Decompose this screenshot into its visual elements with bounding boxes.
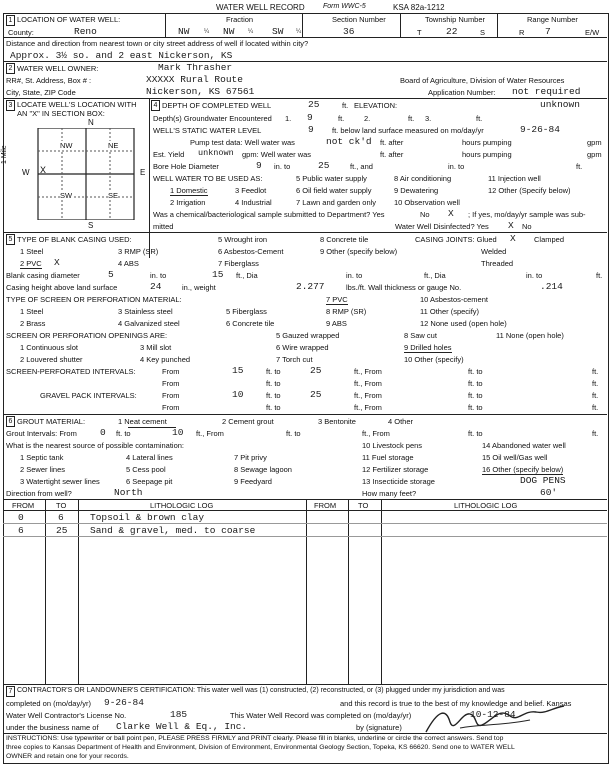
joints-clamped[interactable]: Clamped	[534, 235, 565, 244]
casing-asbestos[interactable]: 6 Asbestos-Cement	[218, 247, 284, 256]
screen-stainless[interactable]: 3 Stainless steel	[118, 307, 173, 316]
gpi-ft-to-4: ft. to	[468, 403, 483, 412]
static-level[interactable]: 9	[308, 124, 314, 135]
log-row-2-desc[interactable]: Sand & gravel, med. to coarse	[90, 525, 256, 536]
quarter-mark-3: ¼	[296, 29, 302, 35]
casing-diameter[interactable]: 5	[108, 269, 114, 280]
use-oil-field[interactable]: 6 Oil field water supply	[296, 186, 372, 195]
section-6-number: 6	[6, 416, 15, 427]
use-injection[interactable]: 11 Injection well	[488, 174, 541, 183]
casing-pvc[interactable]: 2 PVC	[20, 259, 42, 268]
log-row-1-to[interactable]: 6	[58, 512, 64, 523]
gpi-from-label: From	[162, 391, 180, 400]
instructions-line-3: OWNER and retain one for your records.	[6, 753, 129, 760]
casing-in-to-2: in. to	[346, 271, 363, 280]
fraction-3[interactable]: SW	[272, 26, 284, 37]
section-7-number: 7	[6, 686, 15, 697]
gw-3-ft: ft.	[476, 114, 483, 123]
gpi-ft-to: ft. to	[266, 391, 281, 400]
business-label: under the business name of	[6, 723, 99, 732]
opening-wire[interactable]: 6 Wire wrapped	[276, 343, 329, 352]
spi-ft-to-3: ft. to	[266, 379, 281, 388]
ksa-reference: KSA 82a-1212	[393, 3, 445, 12]
address-label: RR#, St. Address, Box # :	[6, 76, 92, 85]
certification-text: CONTRACTOR'S OR LANDOWNER'S CERTIFICATION: This water well was (1) constructed, (2) reconstructed, or (3) plugged under my jurisdiction and was	[17, 687, 505, 694]
spi-ft-to-2: ft. to	[468, 367, 483, 376]
grout-ft-to: ft. to	[116, 429, 131, 438]
spi-ft-to-4: ft. to	[468, 379, 483, 388]
grout-cement[interactable]: 2 Cement grout	[222, 417, 274, 426]
screen-fiberglass[interactable]: 5 Fiberglass	[226, 307, 267, 316]
use-observation[interactable]: 10 Observation well	[394, 198, 460, 207]
gw-3-number: 3.	[425, 114, 432, 123]
chem-mitted: mitted	[153, 222, 174, 231]
grout-ft-to-2: ft. to	[286, 429, 301, 438]
depth-ft: ft.	[342, 101, 349, 110]
static-after: ft. below land surface measured on mo/day/yr	[332, 126, 484, 135]
owner-address[interactable]: XXXXX Rural Route	[146, 74, 243, 85]
quarter-mark-1: ¼	[204, 29, 210, 35]
src-feedyard[interactable]: 9 Feedyard	[234, 477, 272, 486]
board-label: Board of Agriculture, Division of Water Resources	[400, 76, 565, 85]
openings-label: SCREEN OR PERFORATION OPENINGS ARE:	[6, 331, 168, 340]
gw-2-ft: ft.	[408, 114, 415, 123]
static-level-label: WELL'S STATIC WATER LEVEL	[153, 126, 262, 135]
screen-concrete[interactable]: 6 Concrete tile	[226, 319, 275, 328]
completed-label: completed on (mo/day/yr)	[6, 699, 92, 708]
compass-w: W	[22, 168, 30, 177]
joints-welded[interactable]: Welded	[481, 247, 507, 256]
disinfected-no[interactable]: No	[522, 222, 532, 231]
grout-ft: ft.	[592, 429, 599, 438]
casing-steel[interactable]: 1 Steel	[20, 247, 44, 256]
license-number[interactable]: 185	[170, 709, 188, 720]
log-row-1-from[interactable]: 0	[18, 512, 24, 523]
casing-ft-dia-2: ft., Dia	[424, 271, 446, 280]
signature-image[interactable]	[420, 702, 570, 736]
township-number[interactable]: 22	[446, 26, 458, 37]
src-watertight[interactable]: 3 Watertight sewer lines	[20, 477, 100, 486]
license-label: Water Well Contractor's License No.	[6, 711, 127, 720]
form-number: Form WWC-5	[323, 3, 366, 10]
application-label: Application Number:	[428, 88, 496, 97]
record-completed-date[interactable]: 10-12-84	[470, 709, 516, 720]
spi-from-label: From	[162, 367, 180, 376]
src-sewer[interactable]: 2 Sewer lines	[20, 465, 66, 474]
casing-rmp[interactable]: 3 RMP (SR)	[118, 247, 159, 256]
locate-label-2: AN "X" IN SECTION BOX:	[17, 109, 105, 118]
gpi-ft-to-2: ft. to	[468, 391, 483, 400]
fraction-1[interactable]: NW	[178, 26, 190, 37]
fraction-2[interactable]: NW	[223, 26, 235, 37]
range-label: Range Number	[527, 15, 578, 24]
grout-ft-to-3: ft. to	[468, 429, 483, 438]
log-to-header: TO	[56, 501, 67, 510]
bore-diameter[interactable]: 9	[256, 160, 262, 171]
src-seepage[interactable]: 6 Seepage pit	[126, 477, 173, 486]
quadrant-nw: NW	[60, 141, 73, 150]
pump-test-value[interactable]: not ck'd	[326, 136, 372, 147]
location-label: LOCATION OF WATER WELL:	[17, 15, 121, 24]
spi-ft: ft.	[592, 367, 599, 376]
section-box[interactable]	[30, 128, 140, 220]
src-septic[interactable]: 1 Septic tank	[20, 453, 64, 462]
chem-no[interactable]: No	[420, 210, 430, 219]
casing-in-to-3: in. to	[526, 271, 543, 280]
spi-ft-2: ft.	[592, 379, 599, 388]
mile-label: 1 Mile	[1, 145, 8, 164]
gpi-ft-from: ft., From	[354, 391, 382, 400]
screen-steel[interactable]: 1 Steel	[20, 307, 44, 316]
gw-2-number: 2.	[364, 114, 371, 123]
use-dewatering[interactable]: 9 Dewatering	[394, 186, 439, 195]
yield-hours: hours pumping	[462, 150, 512, 159]
spi-from-label-2: From	[162, 379, 180, 388]
casing-ft-dia: ft., Dia	[236, 271, 258, 280]
quarter-mark-2: ¼	[248, 29, 254, 35]
compass-n: N	[88, 118, 94, 127]
src-fuel[interactable]: 11 Fuel storage	[362, 453, 414, 462]
src-abandoned-well[interactable]: 14 Abandoned water well	[482, 441, 566, 450]
joints-threaded[interactable]: Threaded	[481, 259, 514, 268]
well-location-mark[interactable]: X	[40, 166, 47, 177]
bore-depth[interactable]: 25	[318, 160, 330, 171]
screen-abs[interactable]: 9 ABS	[326, 319, 347, 328]
section-3-number: 3	[6, 100, 15, 111]
screen-asbestos[interactable]: 10 Asbestos-cement	[420, 295, 488, 304]
screen-material-label: TYPE OF SCREEN OR PERFORATION MATERIAL:	[6, 295, 182, 304]
pump-hours: hours pumping	[462, 138, 512, 147]
grout-ft-from: ft., From	[196, 429, 224, 438]
screen-intervals-label: SCREEN-PERFORATED INTERVALS:	[6, 367, 136, 376]
owner-label: WATER WELL OWNER:	[17, 64, 99, 73]
grout-intervals-label: Grout Intervals: From	[6, 429, 77, 438]
section-5-number: 5	[6, 234, 15, 245]
owner-name[interactable]: Mark Thrasher	[158, 62, 233, 73]
distance-value[interactable]: Approx. 3½ so. and 2 east Nickerson, KS	[10, 50, 233, 61]
gpi-ft-to-3: ft. to	[266, 403, 281, 412]
log-from-header: FROM	[12, 501, 35, 510]
casing-weight[interactable]: 2.277	[296, 281, 325, 292]
screen-none[interactable]: 12 None used (open hole)	[420, 319, 507, 328]
opening-none[interactable]: 11 None (open hole)	[496, 331, 564, 340]
locate-label-1: LOCATE WELL'S LOCATION WITH	[17, 100, 137, 109]
section-number[interactable]: 36	[343, 26, 355, 37]
quadrant-se: SE	[108, 191, 119, 200]
use-public[interactable]: 5 Public water supply	[296, 174, 367, 183]
grout-other[interactable]: 4 Other	[388, 417, 414, 426]
src-livestock[interactable]: 10 Livestock pens	[362, 441, 423, 450]
use-feedlot[interactable]: 3 Feedlot	[235, 186, 267, 195]
range-direction: E/W	[585, 28, 600, 37]
log-row-2-to[interactable]: 25	[56, 525, 68, 536]
grout-neat-cement[interactable]: 1 Neat cement	[118, 417, 167, 426]
grout-bentonite[interactable]: 3 Bentonite	[318, 417, 356, 426]
casing-weight-label: in., weight	[182, 283, 216, 292]
log-to-header-2: TO	[358, 501, 369, 510]
section-1-number: 1	[6, 15, 15, 26]
opening-mill-slot[interactable]: 3 Mill slot	[140, 343, 172, 352]
spi-ft-from-2: ft., From	[354, 379, 382, 388]
bore-in-to-2: in. to	[448, 162, 465, 171]
src-other-value[interactable]: DOG PENS	[520, 475, 566, 486]
gw-1-number: 1.	[285, 114, 292, 123]
spi-from[interactable]: 15	[232, 365, 244, 376]
gpi-from[interactable]: 10	[232, 389, 244, 400]
application-number[interactable]: not required	[512, 86, 581, 97]
use-label: WELL WATER TO BE USED AS:	[153, 174, 263, 183]
yield-value[interactable]: unknown	[198, 148, 234, 158]
src-oil-gas[interactable]: 15 Oil well/Gas well	[482, 453, 548, 462]
use-domestic[interactable]: 1 Domestic	[170, 186, 208, 195]
casing-lbs-label: lbs./ft. Wall thickness or gauge No.	[346, 283, 462, 292]
bore-ft: ft.	[576, 162, 583, 171]
chem-no-mark[interactable]: X	[448, 208, 454, 219]
bore-and: ft., and	[350, 162, 373, 171]
gw-1-ft: ft.	[338, 114, 345, 123]
bore-label: Bore Hole Diameter	[153, 162, 219, 171]
yield-unit: gpm: Well water was	[242, 150, 312, 159]
yield-gpm: gpm	[587, 150, 602, 159]
form-title: WATER WELL RECORD	[216, 3, 305, 12]
casing-abs[interactable]: 4 ABS	[118, 259, 139, 268]
section-4-number: 4	[151, 100, 160, 111]
screen-pvc[interactable]: 7 PVC	[326, 295, 348, 304]
screen-other[interactable]: 11 Other (specify)	[420, 307, 480, 316]
feet-label: How many feet?	[362, 489, 417, 498]
compass-s: S	[88, 221, 94, 230]
contamination-label: What is the nearest source of possible contamination:	[6, 441, 185, 450]
bore-in-to: in. to	[274, 162, 291, 171]
township-s: S	[480, 28, 486, 37]
disinfected-label: Water Well Disinfected? Yes	[395, 222, 489, 231]
record-completed-label: This Water Well Record was completed on (mo/day/yr)	[230, 711, 412, 720]
log-litho-header-2: LITHOLOGIC LOG	[454, 501, 518, 510]
elevation-value[interactable]: unknown	[540, 99, 580, 110]
screen-galvanized[interactable]: 4 Galvanized steel	[118, 319, 180, 328]
opening-other[interactable]: 10 Other (specify)	[404, 355, 464, 364]
spi-ft-from: ft., From	[354, 367, 382, 376]
grout-to[interactable]: 10	[172, 427, 184, 438]
distance-label: Distance and direction from nearest town or city street address of well if located within city?	[6, 39, 309, 48]
gpi-from-label-2: From	[162, 403, 180, 412]
log-from-header-2: FROM	[314, 501, 337, 510]
chem-tail: ; If yes, mo/day/yr sample was sub-	[468, 210, 586, 219]
owner-city[interactable]: Nickerson, KS 67561	[146, 86, 255, 97]
county-label: County:	[8, 28, 34, 37]
screen-brass[interactable]: 2 Brass	[20, 319, 46, 328]
gpi-ft-2: ft.	[592, 403, 599, 412]
opening-continuous[interactable]: 1 Continuous slot	[20, 343, 78, 352]
opening-louvered[interactable]: 2 Louvered shutter	[20, 355, 83, 364]
opening-torch[interactable]: 7 Torch cut	[276, 355, 313, 364]
depth-label: DEPTH OF COMPLETED WELL	[162, 101, 272, 110]
county-value[interactable]: Reno	[74, 26, 97, 37]
yield-label: Est. Yield	[153, 150, 185, 159]
casing-height[interactable]: 24	[150, 281, 162, 292]
opening-saw-cut[interactable]: 8 Saw cut	[404, 331, 437, 340]
groundwater-label: Depth(s) Groundwater Encountered	[153, 114, 272, 123]
gpi-ft: ft.	[592, 391, 599, 400]
gpi-to[interactable]: 25	[310, 389, 322, 400]
casing-depth[interactable]: 15	[212, 269, 224, 280]
casing-fiberglass[interactable]: 7 Fiberglass	[218, 259, 259, 268]
casing-other[interactable]: 9 Other (specify below)	[320, 247, 398, 256]
use-lawn[interactable]: 7 Lawn and garden only	[296, 198, 377, 207]
casing-in-to: in. to	[150, 271, 167, 280]
spi-ft-to: ft. to	[266, 367, 281, 376]
opening-gauzed[interactable]: 5 Gauzed wrapped	[276, 331, 340, 340]
pump-test-label: Pump test data: Well water was	[190, 138, 295, 147]
elevation-label: ELEVATION:	[354, 101, 398, 110]
grout-from[interactable]: 0	[100, 427, 106, 438]
township-label: Township Number	[425, 15, 486, 24]
casing-concrete[interactable]: 8 Concrete tile	[320, 235, 369, 244]
static-date[interactable]: 9-26-84	[520, 124, 560, 135]
use-irrigation[interactable]: 2 Irrigation	[170, 198, 206, 207]
pump-after: ft. after	[380, 138, 404, 147]
src-lateral[interactable]: 4 Lateral lines	[126, 453, 173, 462]
casing-gauge[interactable]: .214	[540, 281, 563, 292]
instructions-line-1: INSTRUCTIONS: Use typewriter or ball point pen, PLEASE PRESS FIRMLY and PRINT clearly. Please fill in blanks, underline or circle the correct answers. Send top	[6, 735, 504, 742]
opening-drilled[interactable]: 9 Drilled holes	[404, 343, 452, 352]
completed-date[interactable]: 9-26-84	[104, 697, 144, 708]
quadrant-sw: SW	[60, 191, 73, 200]
quadrant-ne: NE	[108, 141, 119, 150]
use-industrial[interactable]: 4 Industrial	[235, 198, 272, 207]
direction-label: Direction from well?	[6, 489, 72, 498]
grout-label: GROUT MATERIAL:	[17, 417, 86, 426]
log-litho-header: LITHOLOGIC LOG	[150, 501, 214, 510]
src-other[interactable]: 16 Other (specify below)	[482, 465, 564, 474]
src-fertilizer[interactable]: 12 Fertilizer storage	[362, 465, 429, 474]
well-depth[interactable]: 25	[308, 99, 320, 110]
gpi-ft-from-2: ft., From	[354, 403, 382, 412]
use-other[interactable]: 12 Other (Specify below)	[488, 186, 571, 195]
business-name[interactable]: Clarke Well & Eq., Inc.	[116, 721, 248, 732]
spi-to[interactable]: 25	[310, 365, 322, 376]
casing-height-label: Casing height above land surface	[6, 283, 118, 292]
screen-rmp[interactable]: 8 RMP (SR)	[326, 307, 367, 316]
casing-pvc-mark[interactable]: X	[54, 257, 60, 268]
src-lagoon[interactable]: 8 Sewage lagoon	[234, 465, 292, 474]
joints-label: CASING JOINTS: Glued	[415, 235, 497, 244]
grout-ft-from-2: ft., From	[362, 429, 390, 438]
casing-diameter-label: Blank casing diameter	[6, 271, 80, 280]
compass-e: E	[140, 168, 146, 177]
township-t: T	[417, 28, 422, 37]
log-row-2-from[interactable]: 6	[18, 525, 24, 536]
src-pit-privy[interactable]: 7 Pit privy	[234, 453, 267, 462]
opening-key-punched[interactable]: 4 Key punched	[140, 355, 191, 364]
instructions-line-2: three copies to Kansas Department of Health and Environment, Division of Environment, Environmental Geology Section, Topeka, KS 66620. Send one to WATER WELL	[6, 744, 515, 751]
gravel-intervals-label: GRAVEL PACK INTERVALS:	[40, 391, 137, 400]
direction-value[interactable]: North	[114, 487, 143, 498]
fraction-label: Fraction	[226, 15, 254, 24]
casing-ft: ft.	[596, 271, 603, 280]
yield-after: ft. after	[380, 150, 404, 159]
use-air[interactable]: 8 Air conditioning	[394, 174, 452, 183]
range-r: R	[519, 28, 525, 37]
section-number-label: Section Number	[332, 15, 386, 24]
pump-gpm: gpm	[587, 138, 602, 147]
chem-sample-label: Was a chemical/bacteriological sample submitted to Department? Yes	[153, 210, 385, 219]
signature-label: by (signature)	[356, 723, 402, 732]
range-number[interactable]: 7	[545, 26, 551, 37]
src-cess-pool[interactable]: 5 Cess pool	[126, 465, 166, 474]
casing-label: TYPE OF BLANK CASING USED:	[17, 235, 132, 244]
city-label: City, State, ZIP Code	[6, 88, 76, 97]
log-row-1-desc[interactable]: Topsoil & brown clay	[90, 512, 205, 523]
joints-glued-mark[interactable]: X	[510, 233, 516, 244]
src-insecticide[interactable]: 13 Insecticide storage	[362, 477, 435, 486]
groundwater-depth-1[interactable]: 9	[307, 112, 313, 123]
casing-wrought[interactable]: 5 Wrought iron	[218, 235, 268, 244]
feet-value[interactable]: 60'	[540, 487, 558, 498]
true-statement: and this record is true to the best of my knowledge and belief. Kansas	[340, 699, 572, 708]
disinfected-mark[interactable]: X	[508, 220, 514, 231]
section-2-number: 2	[6, 63, 15, 74]
